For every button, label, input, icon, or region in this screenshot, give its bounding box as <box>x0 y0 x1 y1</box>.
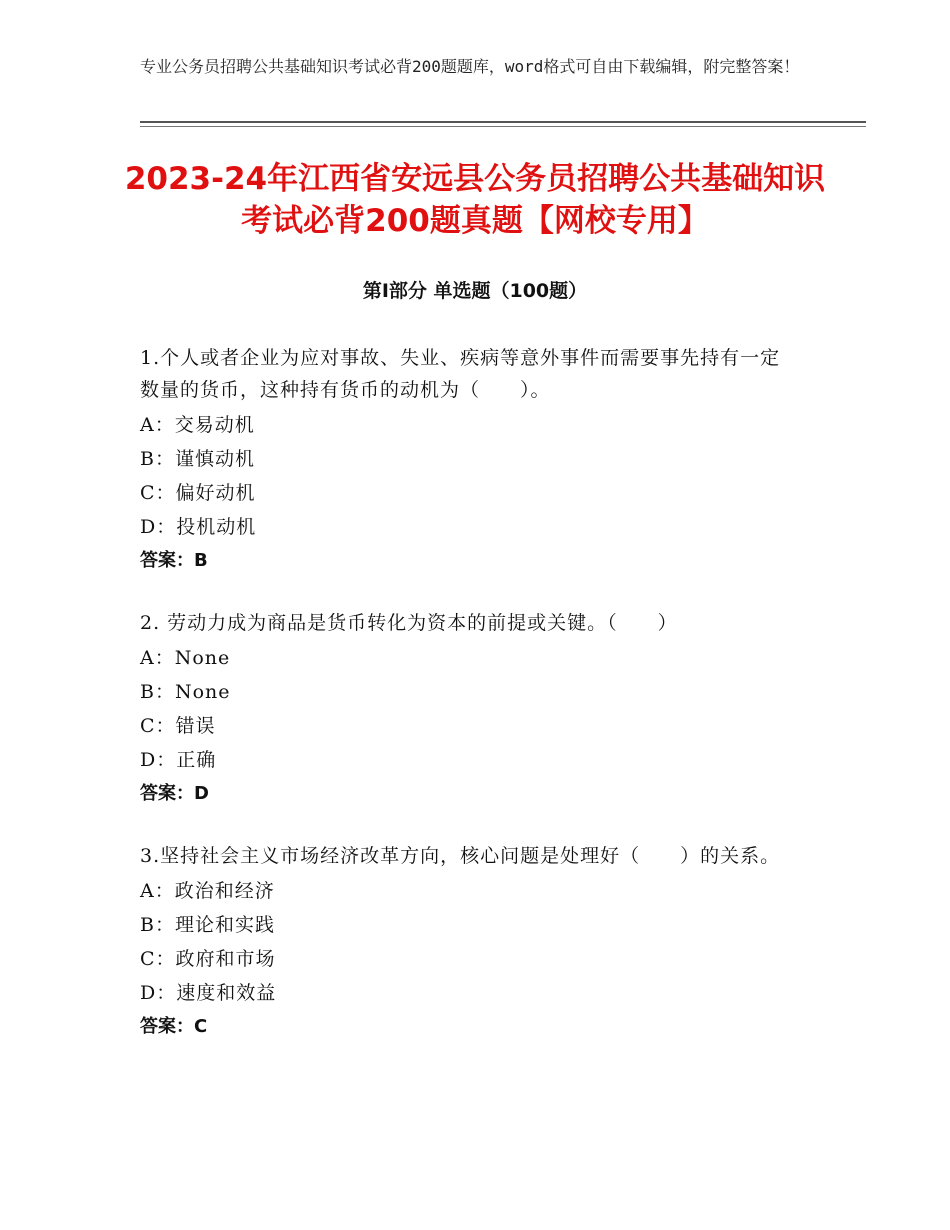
option-d: D：投机动机 <box>140 516 257 538</box>
option-c: C：偏好动机 <box>140 482 256 504</box>
header-divider <box>140 121 866 123</box>
option-b: B：谨慎动机 <box>140 448 255 470</box>
document-title: 2023-24年江西省安远县公务员招聘公共基础知识考试必背200题真题【网校专用】 <box>124 161 826 239</box>
question-list <box>140 342 800 1073</box>
section-title: 第Ⅰ部分 单选题（100题） <box>362 280 588 302</box>
option-c: C：政府和市场 <box>140 948 276 970</box>
answer: 答案：B <box>140 550 208 571</box>
option-d: D：正确 <box>140 749 217 771</box>
header-note: 专业公务员招聘公共基础知识考试必背200题题库，word格式可自由下载编辑，附完整答案！ <box>140 57 800 76</box>
question-1 <box>140 342 800 578</box>
option-c: C：错误 <box>140 715 216 737</box>
question-stem: 2. 劳动力成为商品是货币转化为资本的前提或关键。（ ） <box>140 612 678 634</box>
answer: 答案：D <box>140 783 209 804</box>
header-divider-thin <box>140 126 866 127</box>
question-3 <box>140 840 800 1044</box>
answer: 答案：C <box>140 1016 208 1037</box>
option-d: D：速度和效益 <box>140 982 277 1004</box>
option-a: A：None <box>140 647 231 669</box>
question-2 <box>140 607 800 811</box>
option-b: B：None <box>140 681 231 703</box>
option-b: B：理论和实践 <box>140 914 275 936</box>
option-a: A：政治和经济 <box>140 880 275 902</box>
question-stem: 1.个人或者企业为应对事故、失业、疾病等意外事件而需要事先持有一定数量的货币，这种持有货币的动机为（ ）。 <box>140 347 781 401</box>
option-a: A：交易动机 <box>140 414 255 436</box>
question-stem: 3.坚持社会主义市场经济改革方向，核心问题是处理好（ ）的关系。 <box>140 845 781 867</box>
